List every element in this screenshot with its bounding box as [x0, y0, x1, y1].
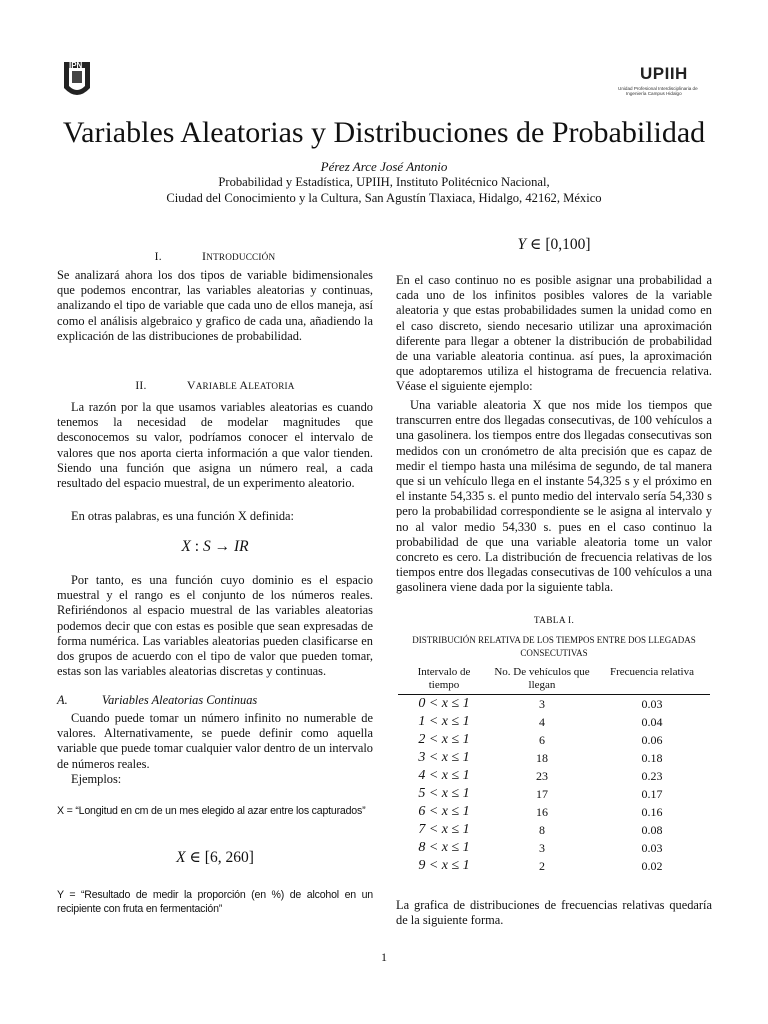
- right-paragraph-1: En el caso continuo no es posible asignar una probabilidad a cada uno de los infinitos posibles valores de la variable aleatoria y que estas probabilidades sumen la unidad como en el caso discreto, siendo necesario utilizar una aproximación diferente para llegar a obtener la distribución de probabilidad de una variable aleatoria continua. así pues, la aproximación que adoptaremos utiliza el histograma de frecuencia relativa. Véase el siguiente ejemplo:: [396, 273, 712, 394]
- table-caption: DISTRIBUCIÓN RELATIVA DE LOS TIEMPOS ENTRE DOS LLEGADAS CONSECUTIVAS: [412, 635, 696, 658]
- ipn-logo: [60, 58, 94, 104]
- table-header-intervalo: Intervalo de tiempo: [417, 666, 471, 691]
- table-cell: 0.03: [641, 697, 663, 711]
- table-cell: 8: [539, 823, 545, 837]
- table-cell: 2 < x ≤ 1: [418, 732, 470, 747]
- paper-title: Variables Aleatorias y Distribuciones de Probabilidad: [62, 116, 706, 149]
- table-row: [398, 767, 710, 785]
- subsection-label: A.: [57, 693, 68, 707]
- equation-x-mapping: [57, 538, 373, 556]
- table-header-vehiculos: No. De vehículos que llegan: [494, 666, 590, 691]
- table-row: [398, 857, 710, 875]
- vac-ejemplos: Ejemplos:: [71, 772, 122, 786]
- eq-colon: :: [190, 538, 203, 555]
- table-cell: 0.03: [641, 841, 663, 855]
- ipn-logo-text: IPN: [69, 61, 83, 70]
- eq-arrow: →: [210, 538, 234, 555]
- author: Pérez Arce José Antonio: [320, 159, 448, 174]
- table-cell: 3: [539, 697, 545, 711]
- affiliation-line-2: Ciudad del Conocimiento y la Cultura, San Agustín Tlaxiaca, Hidalgo, 42162, México: [166, 191, 602, 205]
- table-cell: 3 < x ≤ 1: [418, 750, 470, 765]
- table-cell: 8 < x ≤ 1: [418, 840, 470, 855]
- equation-x-interval: [57, 848, 373, 867]
- table-cell: 0.17: [641, 787, 663, 801]
- section-number: I.: [154, 250, 162, 263]
- affiliation-line-1: Probabilidad y Estadística, UPIIH, Instituto Politécnico Nacional,: [218, 175, 550, 189]
- table-cell: 4 < x ≤ 1: [418, 768, 470, 783]
- section-number: II.: [135, 379, 147, 392]
- table-row: [398, 713, 710, 731]
- upiih-logo-sub2: Ingeniería Campus Hidalgo: [626, 91, 682, 96]
- section-heading-introduccion: [57, 249, 373, 264]
- x-definition: X = “Longitud en cm de un mes elegido al azar entre los capturados”: [57, 805, 366, 817]
- table-header-row: [398, 666, 710, 695]
- table-cell: 18: [536, 751, 548, 765]
- section-title-initial: V: [186, 378, 196, 392]
- va-paragraph-2: En otras palabras, es una función X definida:: [71, 509, 294, 523]
- section-heading-variable-aleatoria: [57, 378, 373, 393]
- table-header-frecuencia: Frecuencia relativa: [610, 666, 694, 678]
- eq-x: X: [181, 538, 191, 555]
- table-cell: 16: [536, 805, 548, 819]
- table-cell: 23: [536, 769, 548, 783]
- table-row: [398, 785, 710, 803]
- upiih-logo-sub1: Unidad Profesional Interdisciplinaria de: [618, 86, 698, 91]
- vac-paragraph-1: Cuando puede tomar un número infinito no numerable de valores. Alternativamente, se puede definir como aquella variable que puede tomar cualquier valor dentro de un intervalo de números reales.: [57, 711, 373, 771]
- section-title-rest: ARIABLE: [195, 381, 240, 391]
- table-cell: 0.23: [641, 769, 663, 783]
- eq-interval: ∈ [6, 260]: [185, 849, 254, 866]
- table-cell: 1 < x ≤ 1: [418, 714, 470, 729]
- va-paragraph-1: La razón por la que usamos variables aleatorias es cuando tenemos la necesidad de modelar magnitudes que desconocemos su valor, podríamos conocer el intervalo de valores que nos aporta cierta información a que valor tienden. Siendo una función que asigna un número real, a cada resultado del espacio muestral, de un experimento aleatorio.: [57, 400, 373, 491]
- section-title-rest-2: LEATORIA: [248, 381, 295, 391]
- table-cell: 0.06: [641, 733, 663, 747]
- upiih-logo-text: UPIIH: [640, 64, 688, 83]
- section-title-initial-2: A: [239, 378, 249, 392]
- table-cell: 6 < x ≤ 1: [418, 804, 470, 819]
- table-cell: 3: [539, 841, 545, 855]
- table-cell: 0.02: [641, 859, 663, 873]
- table-cell: 5 < x ≤ 1: [418, 786, 470, 801]
- intro-paragraph: Se analizará ahora los dos tipos de variable bidimensionales que podemos encontrar, las variables aleatorias y continuas, analizando el tipo de variable que cada uno de ellos maneja, así como el análisis algebraico y grafico de cada una, añadiendo la explicación de las distribuciones de probabilidad.: [57, 268, 373, 343]
- table-cell: 2: [539, 859, 545, 873]
- eq-s: S: [202, 538, 211, 555]
- table-cell: 0.16: [641, 805, 663, 819]
- section-title-rest: NTRODUCCIÓN: [206, 252, 276, 262]
- eq-x: X: [176, 849, 186, 866]
- table-label: TABLA I.: [533, 616, 575, 626]
- va-paragraph-3: Por tanto, es una función cuyo dominio es el espacio muestral y el rango es el conjunto de los números reales. Refiriéndonos al espacio muestral de las variables aleatorias podemos decir que con estas es posible que sean expresadas de forma numérica. Las variables aleatorias pueden clasificarse en dos grupos de acuerdo con el tipo de valor que pueden tomar, estas son las variables aleatorias discretas y continuas.: [57, 573, 373, 679]
- table-row: [398, 803, 710, 821]
- table-cell: 0.08: [641, 823, 663, 837]
- table-row: [398, 839, 710, 857]
- eq-interval: ∈ [0,100]: [526, 236, 591, 253]
- y-definition: Y = “Resultado de medir la proporción (en %) de alcohol en un recipiente con fruta en fermentación”: [57, 889, 373, 915]
- table-cell: 0 < x ≤ 1: [418, 696, 470, 711]
- page-number: 1: [381, 950, 387, 964]
- table-row: [398, 695, 710, 714]
- subsection-heading-continuas: [57, 693, 373, 708]
- table-cell: 0.18: [641, 751, 663, 765]
- table-cell: 0.04: [641, 715, 663, 729]
- table-row: [398, 749, 710, 767]
- right-paragraph-2: Una variable aleatoria X que nos mide los tiempos que transcurren entre dos llegadas consecutivas, de 100 vehículos a una gasolinera. los tiempos entre dos llegadas consecutivas son medidos con un cronómetro de alta precisión que es capaz de medir el tiempo hasta una milésima de segundo, de tal manera que si un vehículo llega en el instante 54,325 s y el próximo en el instante 54,335 s. el punto medio del intervalo sería 54,330 s pero la probabilidad correspondiente se le asigna al intervalo y no al valor medio 54,330 s. pues en el caso continuo la probabilidad de que una variable aleatoria tome un valor concreto es cero. La distribución de frecuencia relativas de los tiempos entre dos llegadas consecutivas de 100 vehículos a una gasolinera viene dada por la siguiente tabla.: [396, 398, 712, 595]
- subsection-title: Variables Aleatorias Continuas: [101, 693, 258, 707]
- table-cell: 9 < x ≤ 1: [418, 858, 470, 873]
- table-row: [398, 821, 710, 839]
- section-title-initial: I: [202, 249, 207, 263]
- table-row: [398, 731, 710, 749]
- eq-y: Y: [517, 236, 527, 253]
- upiih-logo: [616, 64, 726, 104]
- frequency-table: [398, 666, 710, 875]
- table-cell: 4: [539, 715, 545, 729]
- right-paragraph-3: La grafica de distribuciones de frecuencias relativas quedaría de la siguiente forma.: [396, 898, 712, 928]
- table-cell: 17: [536, 787, 548, 801]
- eq-ir: IR: [233, 538, 249, 555]
- table-cell: 6: [539, 733, 545, 747]
- equation-y-interval: [396, 235, 712, 254]
- table-cell: 7 < x ≤ 1: [418, 822, 470, 837]
